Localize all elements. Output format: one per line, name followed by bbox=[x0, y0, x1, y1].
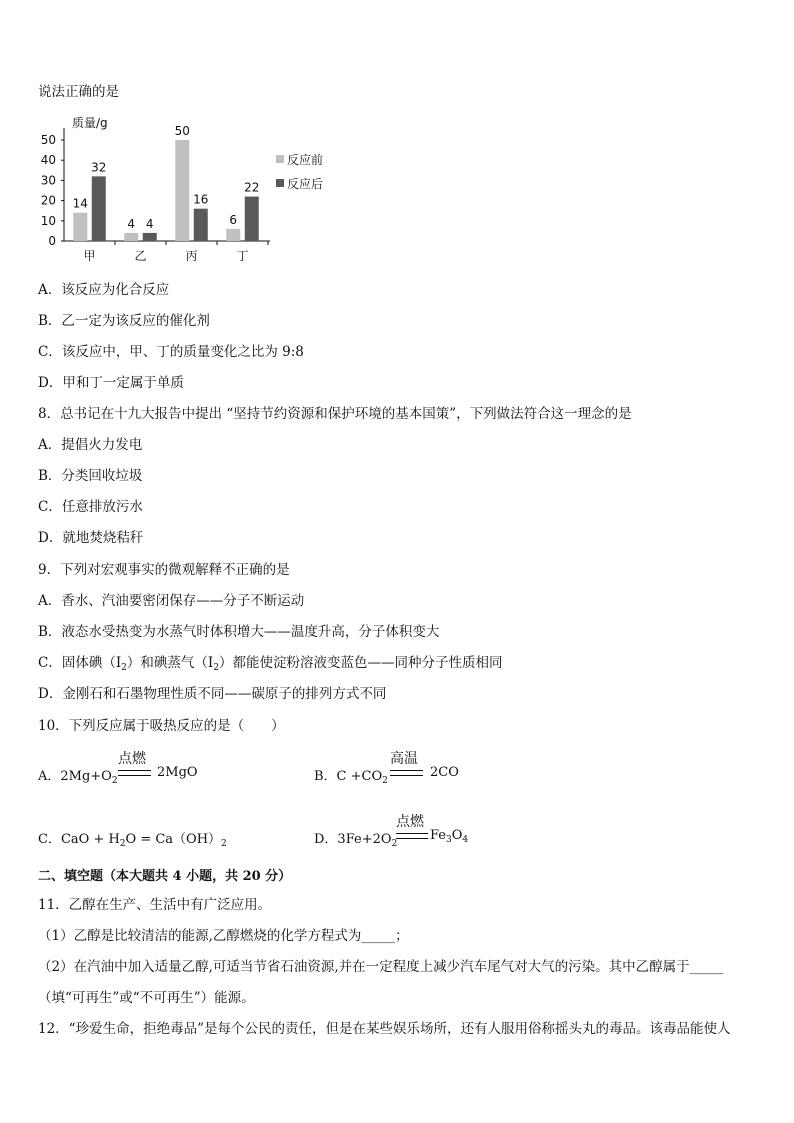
q9-c-sub-1: 2 bbox=[121, 663, 127, 673]
question-intro: 说法正确的是 bbox=[38, 84, 119, 100]
q9-option-a: A．香水、汽油要密闭保存——分子不断运动 bbox=[38, 593, 305, 609]
q10-d-sub-1: 2 bbox=[391, 839, 398, 849]
q10-a-reactants: 2Mg+O bbox=[60, 769, 112, 784]
q11-part-2: （2）在汽油中加入适量乙醇,可适当节省石油资源,并在一定程度上减少汽车尾气对大气的污染。其中乙醇属于_____ bbox=[38, 959, 724, 975]
q10-b-equal-sign bbox=[390, 770, 423, 776]
q9-option-d: D．金刚石和石墨物理性质不同——碳原子的排列方式不同 bbox=[38, 686, 387, 702]
q9-c-text-1: C．固体碘（I bbox=[38, 655, 122, 671]
bar-value-label: 50 bbox=[174, 124, 190, 138]
q8-option-a: A．提倡火力发电 bbox=[38, 437, 143, 453]
q10-d-equal-sign bbox=[396, 833, 428, 839]
q7-option-b: B．乙一定为该反应的催化剂 bbox=[38, 313, 210, 329]
q9-stem: 9．下列对宏观事实的微观解释不正确的是 bbox=[38, 562, 290, 578]
q7-option-a: A．该反应为化合反应 bbox=[38, 282, 170, 298]
q10-c-text-2: O = Ca（OH） bbox=[125, 832, 222, 847]
q10-b-condition: 高温 bbox=[390, 751, 418, 767]
q10-c-text-1: C．CaO + H bbox=[38, 832, 120, 847]
y-tick-label: 0 bbox=[48, 234, 56, 248]
bar bbox=[73, 213, 87, 241]
bar bbox=[175, 140, 189, 241]
q10-a-equal-sign bbox=[118, 770, 151, 776]
legend-swatch bbox=[276, 155, 284, 163]
bar-value-label: 16 bbox=[193, 192, 209, 207]
y-tick-label: 10 bbox=[40, 213, 56, 228]
q8-option-b: B．分类回收垃圾 bbox=[38, 468, 143, 484]
q11-part-3: （填“可再生”或“不可再生”）能源。 bbox=[38, 990, 255, 1006]
q9-c-sub-2: 2 bbox=[213, 663, 219, 673]
q10-d-sub-2: 3 bbox=[446, 835, 452, 845]
q8-option-c: C．任意排放污水 bbox=[38, 499, 143, 515]
x-category-label: 丙 bbox=[185, 249, 198, 263]
q10-b-prefix: B．C +CO bbox=[314, 769, 383, 784]
q9-option-b: B．液态水受热变为水蒸气时体积增大——温度升高，分子体积变大 bbox=[38, 624, 440, 640]
bar bbox=[245, 197, 259, 241]
q10-c-sub-1: 2 bbox=[119, 839, 126, 849]
q10-a-prefix: A． bbox=[38, 769, 61, 784]
q10-d-prod-2: O bbox=[451, 828, 463, 843]
bar bbox=[92, 176, 106, 241]
q10-d-prefix: D．3Fe+2O bbox=[314, 832, 392, 847]
bar bbox=[226, 229, 240, 241]
legend-label: 反应前 bbox=[287, 153, 324, 167]
q10-b-sub: 2 bbox=[382, 776, 388, 786]
q9-c-text-3: ）都能使淀粉溶液变蓝色——同种分子性质相同 bbox=[218, 655, 503, 671]
legend-label: 反应后 bbox=[287, 177, 324, 191]
q11-stem: 11．乙醇在生产、生活中有广泛应用。 bbox=[38, 897, 272, 913]
q10-option-a bbox=[38, 765, 118, 784]
q10-option-d bbox=[314, 828, 397, 847]
q10-a-condition: 点燃 bbox=[118, 751, 146, 767]
q10-d-sub-3: 4 bbox=[462, 835, 469, 845]
q10-option-c bbox=[38, 828, 227, 847]
bar-chart bbox=[38, 112, 358, 268]
x-category-label: 乙 bbox=[134, 249, 147, 263]
y-tick-label: 50 bbox=[40, 133, 56, 147]
y-tick-label: 30 bbox=[40, 173, 56, 188]
q9-c-text-2: ）和碘蒸气（I bbox=[126, 655, 214, 671]
q9-option-c bbox=[38, 655, 502, 671]
bar-value-label: 4 bbox=[145, 216, 154, 231]
y-tick-label: 40 bbox=[40, 153, 56, 168]
q10-stem: 10．下列反应属于吸热反应的是（ ） bbox=[38, 718, 285, 734]
q10-a-products: 2MgO bbox=[157, 765, 198, 780]
legend-swatch bbox=[276, 179, 284, 187]
q10-d-prod-1: Fe bbox=[430, 828, 447, 843]
q10-c-sub-2: 2 bbox=[221, 839, 227, 849]
q8-stem: 8．总书记在十九大报告中提出 “坚持节约资源和保护环境的基本国策”，下列做法符合这一理念的是 bbox=[38, 406, 632, 422]
bar-value-label: 22 bbox=[244, 180, 260, 195]
q12-stem: 12．“珍爱生命，拒绝毒品”是每个公民的责任，但是在某些娱乐场所，还有人服用俗称摇头丸的毒品。该毒品能使人 bbox=[38, 1021, 731, 1037]
section-heading: 二、填空题（本大题共 4 小题，共 20 分） bbox=[38, 869, 292, 884]
bar bbox=[194, 209, 208, 241]
q7-option-c: C．该反应中，甲、丁的质量变化之比为 9:8 bbox=[38, 344, 304, 360]
y-tick-label: 20 bbox=[40, 193, 56, 208]
q10-option-b bbox=[314, 765, 388, 784]
q10-d-condition: 点燃 bbox=[396, 814, 424, 830]
x-category-label: 甲 bbox=[83, 249, 96, 263]
q10-a-sub: 2 bbox=[111, 776, 118, 786]
bar bbox=[124, 233, 138, 241]
q8-option-d: D．就地焚烧秸秆 bbox=[38, 530, 144, 546]
y-axis-label: 质量/g bbox=[72, 116, 108, 130]
q10-d-products bbox=[430, 828, 468, 843]
bar-value-label: 32 bbox=[91, 160, 107, 175]
q10-b-products: 2CO bbox=[430, 765, 459, 780]
x-category-label: 丁 bbox=[236, 249, 249, 263]
q7-option-d: D．甲和丁一定属于单质 bbox=[38, 375, 184, 391]
bar-value-label: 4 bbox=[127, 216, 136, 231]
bar bbox=[143, 233, 157, 241]
q11-part-1: （1）乙醇是比较清洁的能源,乙醇燃烧的化学方程式为_____； bbox=[38, 928, 409, 944]
bar-value-label: 6 bbox=[229, 212, 238, 227]
bar-value-label: 14 bbox=[72, 196, 88, 211]
